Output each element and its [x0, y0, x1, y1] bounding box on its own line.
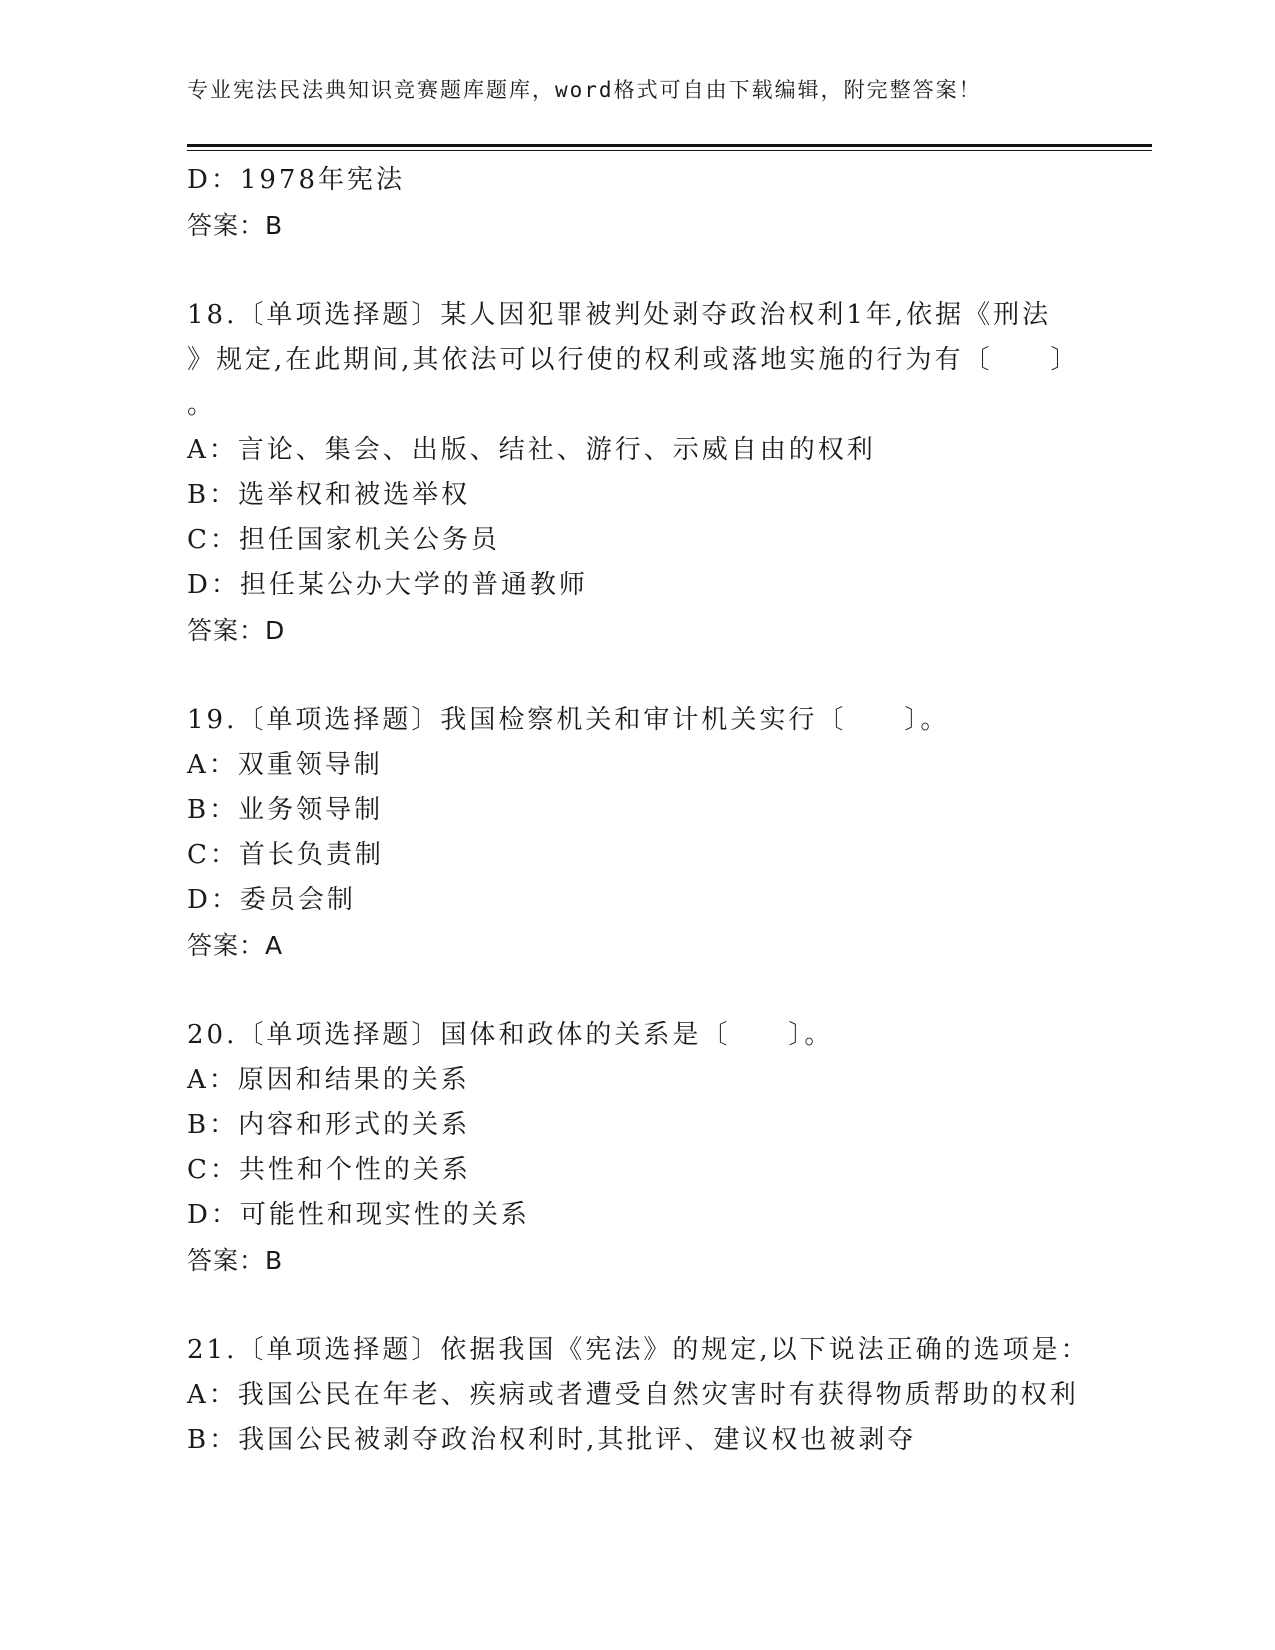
question-19 [187, 698, 1087, 968]
option-c: C：共性和个性的关系 [187, 1155, 471, 1185]
answer-line: 答案：D [187, 616, 286, 645]
stem-line: 》规定,在此期间,其依法可以行使的权利或落地实施的行为有〔 〕 [187, 345, 1080, 375]
option-b: B：我国公民被剥夺政治权利时,其批评、建议权也被剥夺 [187, 1425, 917, 1455]
stem-line: 21.〔单项选择题〕依据我国《宪法》的规定,以下说法正确的选项是： [187, 1335, 1090, 1365]
stem-line: 。 [187, 390, 217, 420]
option-d: D：1978年宪法 [187, 165, 406, 195]
question-stem [187, 1013, 1087, 1058]
document-body [187, 158, 1090, 1463]
question-17-fragment [187, 158, 1087, 248]
option-d: D：委员会制 [187, 885, 356, 915]
option-a: A：原因和结果的关系 [187, 1065, 470, 1095]
spacer [187, 248, 1087, 293]
header-rule-thin [187, 150, 1152, 151]
spacer [187, 653, 1087, 698]
option-d: D：可能性和现实性的关系 [187, 1200, 530, 1230]
option-a: A：言论、集会、出版、结社、游行、示威自由的权利 [187, 435, 876, 465]
option-a: A：我国公民在年老、疾病或者遭受自然灾害时有获得物质帮助的权利 [187, 1380, 1079, 1410]
header-rule-thick [187, 144, 1152, 147]
option-b: B：选举权和被选举权 [187, 480, 471, 510]
question-stem [187, 1328, 1090, 1373]
stem-line: 20.〔单项选择题〕国体和政体的关系是〔 〕。 [187, 1020, 834, 1050]
option-b: B：内容和形式的关系 [187, 1110, 471, 1140]
question-stem [187, 698, 1087, 743]
stem-line: 18.〔单项选择题〕某人因犯罪被判处剥夺政治权利1年,依据《刑法 [187, 300, 1052, 330]
option-a: A：双重领导制 [187, 750, 383, 780]
option-c: C：担任国家机关公务员 [187, 525, 500, 555]
question-20 [187, 1013, 1087, 1283]
stem-line: 19.〔单项选择题〕我国检察机关和审计机关实行〔 〕。 [187, 705, 950, 735]
answer-line: 答案：B [187, 211, 284, 240]
option-c: C：首长负责制 [187, 840, 384, 870]
option-b: B：业务领导制 [187, 795, 384, 825]
question-stem [187, 293, 1087, 428]
spacer [187, 968, 1087, 1013]
option-d: D：担任某公办大学的普通教师 [187, 570, 588, 600]
question-21 [187, 1328, 1090, 1463]
spacer [187, 1283, 1087, 1328]
page-header: 专业宪法民法典知识竞赛题库题库，word格式可自由下载编辑，附完整答案！ [187, 78, 982, 102]
question-18 [187, 293, 1087, 653]
answer-line: 答案：A [187, 931, 284, 960]
answer-line: 答案：B [187, 1246, 284, 1275]
